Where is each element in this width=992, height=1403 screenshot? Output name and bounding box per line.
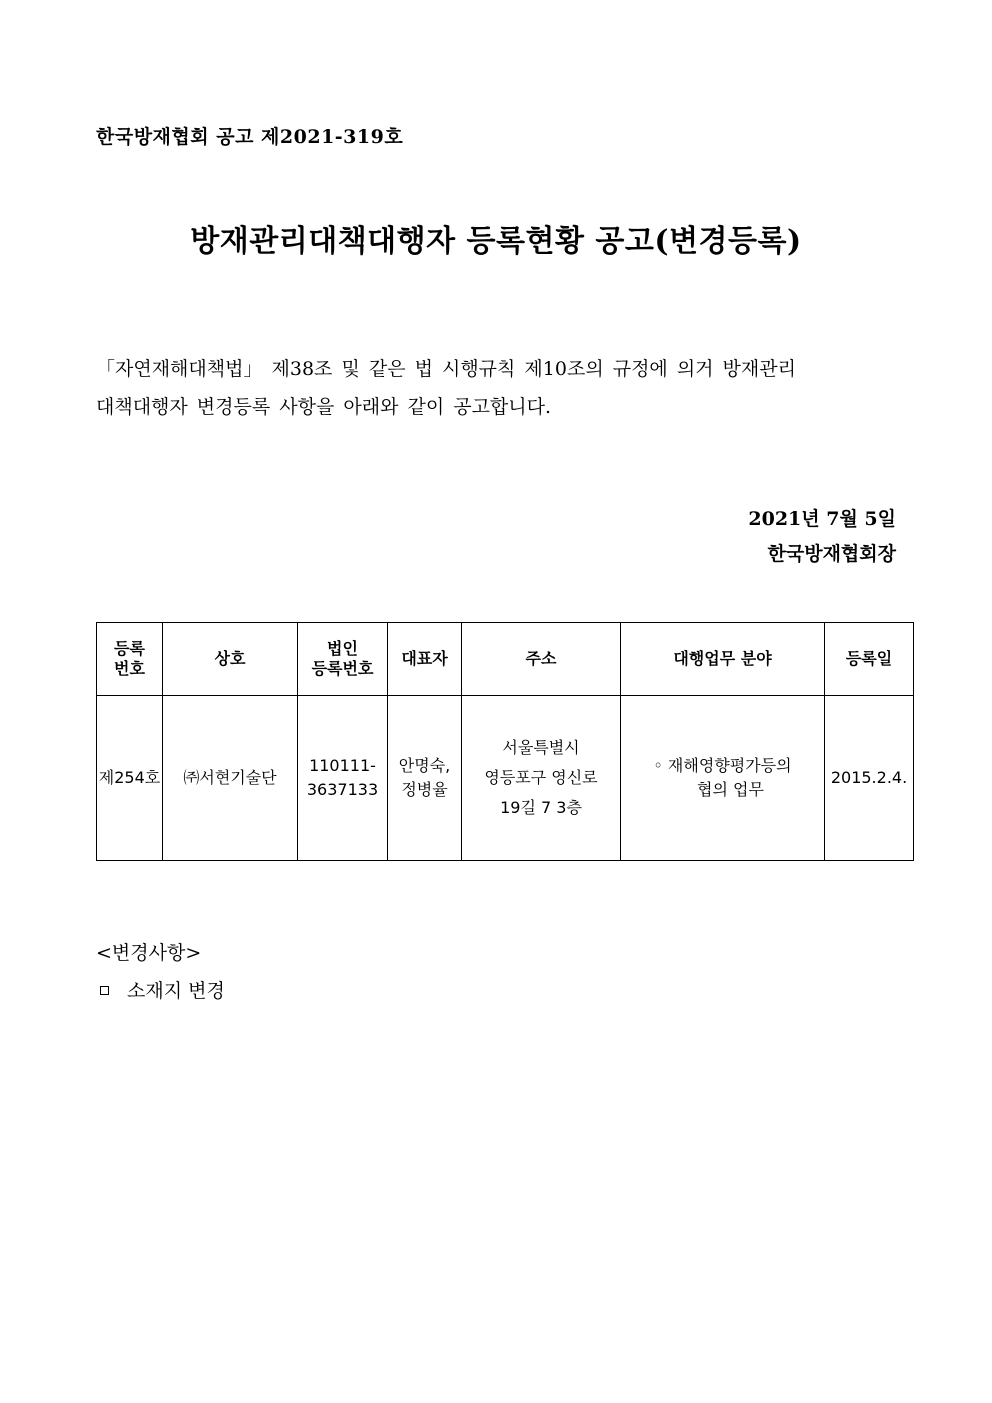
body-line: 대책대행자 변경등록 사항을 아래와 같이 공고합니다. xyxy=(96,396,552,418)
body-line: 「자연재해대책법」 제38조 및 같은 법 시행규칙 제10조의 규정에 의거 방재관리 xyxy=(96,358,796,380)
table-header-row xyxy=(97,623,914,696)
cell-corp-no xyxy=(298,696,388,861)
table-row xyxy=(97,696,914,861)
address-line: 서울특별시 xyxy=(502,738,580,757)
signature-block xyxy=(748,502,896,572)
square-bullet-icon xyxy=(100,986,109,995)
address-line: 영등포구 영신로 xyxy=(484,768,598,787)
corp-no-line: 3637133 xyxy=(306,780,379,799)
change-item-text: 소재지 변경 xyxy=(127,980,225,1002)
header-work-field: 대행업무 분야 xyxy=(621,623,825,696)
notice-date: 2021년 7월 5일 xyxy=(748,508,896,530)
header-address: 주소 xyxy=(462,623,621,696)
body-paragraph xyxy=(96,350,896,426)
cell-representative xyxy=(388,696,462,861)
cell-company: ㈜서현기술단 xyxy=(163,696,298,861)
cell-reg-date: 2015.2.4. xyxy=(825,696,914,861)
address-line: 19길 7 3층 xyxy=(500,798,582,817)
cell-address xyxy=(462,696,621,861)
cell-reg-no: 제254호 xyxy=(97,696,163,861)
registration-table xyxy=(96,622,914,861)
cell-work-field xyxy=(621,696,825,861)
header-company: 상호 xyxy=(163,623,298,696)
header-reg-date: 등록일 xyxy=(825,623,914,696)
header-corp-no-line: 법인 xyxy=(327,639,358,658)
corp-no-line: 110111- xyxy=(309,756,376,775)
changes-heading: <변경사항> xyxy=(96,942,202,964)
header-corp-no-line: 등록번호 xyxy=(311,659,374,678)
work-field-line: 협의 업무 xyxy=(697,780,764,799)
representative-line: 정병율 xyxy=(401,780,448,799)
work-field-line: ◦ 재해영향평가등의 xyxy=(653,756,792,775)
header-corp-no xyxy=(298,623,388,696)
header-reg-no-line: 등록 xyxy=(114,639,145,658)
document-title: 방재관리대책대행자 등록현황 공고(변경등록) xyxy=(190,224,802,259)
change-item xyxy=(100,976,225,1003)
header-reg-no xyxy=(97,623,163,696)
issuer-name: 한국방재협회장 xyxy=(767,543,896,565)
header-representative: 대표자 xyxy=(388,623,462,696)
representative-line: 안명숙, xyxy=(398,756,451,775)
header-reg-no-line: 번호 xyxy=(114,659,145,678)
notice-number: 한국방재협회 공고 제2021-319호 xyxy=(96,126,404,148)
